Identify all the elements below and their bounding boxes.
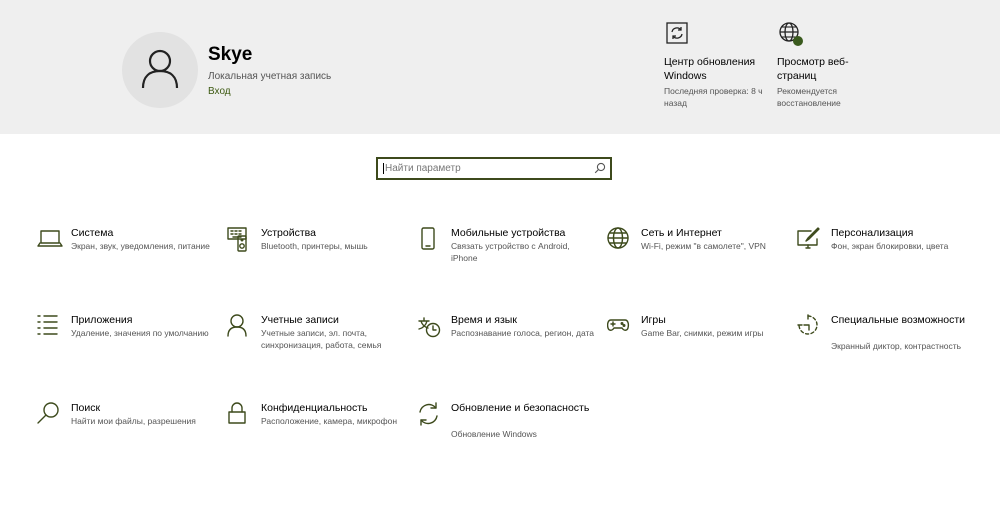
windows-update-status[interactable]	[664, 20, 774, 109]
tile-title: Персонализация	[831, 227, 914, 239]
tile-title: Сеть и Интернет	[641, 227, 722, 239]
tile-title: Учетные записи	[261, 314, 339, 326]
search-icon[interactable]	[594, 162, 606, 174]
gamepad-icon	[607, 314, 633, 340]
tile-title: Конфиденциальность	[261, 402, 368, 414]
tile-description: Расположение, камера, микрофон	[261, 416, 398, 426]
globe-icon	[777, 20, 803, 46]
windows-update-title: Центр обновления Windows	[664, 56, 756, 82]
tile-description: Распознавание голоса, регион, дата	[451, 328, 595, 338]
tile-gaming[interactable]	[607, 314, 787, 354]
phone-icon	[417, 227, 443, 253]
tile-description: Game Bar, снимки, режим игры	[641, 328, 764, 338]
tile-mobile-devices[interactable]	[417, 227, 597, 267]
tile-description: Экранный диктор, контрастность	[831, 341, 962, 351]
web-browsing-status[interactable]	[777, 20, 887, 109]
account-header	[0, 0, 1000, 134]
signin-link[interactable]: Вход	[208, 86, 231, 97]
tile-description: Bluetooth, принтеры, мышь	[261, 241, 368, 251]
lock-icon	[227, 402, 253, 428]
globe-icon	[607, 227, 633, 253]
avatar[interactable]	[122, 32, 198, 108]
tile-title: Устройства	[261, 227, 316, 239]
tile-time-language[interactable]	[417, 314, 597, 354]
tile-description: Экран, звук, уведомления, питание	[71, 241, 210, 251]
tile-description: Учетные записи, эл. почта, синхронизация, работа, семья	[261, 328, 382, 350]
tile-title: Специальные возможности	[831, 314, 966, 326]
search-icon	[37, 402, 63, 428]
tile-title: Приложения	[71, 314, 133, 326]
web-browsing-title: Просмотр веб-страниц	[777, 56, 849, 82]
text-caret	[383, 163, 384, 174]
tile-description: Связать устройство с Android, iPhone	[451, 241, 570, 263]
tile-description: Wi-Fi, режим "в самолете", VPN	[641, 241, 766, 251]
settings-search-box[interactable]	[376, 157, 612, 180]
tile-accessibility[interactable]	[797, 314, 977, 368]
tile-title: Обновление и безопасность	[451, 402, 590, 414]
user-icon	[140, 48, 180, 90]
account-type: Локальная учетная запись	[208, 71, 332, 82]
tile-description: Фон, экран блокировки, цвета	[831, 241, 949, 251]
tile-title: Игры	[641, 314, 666, 326]
laptop-icon	[37, 227, 63, 253]
tile-accounts[interactable]	[227, 314, 407, 354]
tile-network[interactable]	[607, 227, 787, 267]
tile-update-security[interactable]	[417, 402, 597, 442]
search-input[interactable]	[385, 159, 585, 178]
tile-system[interactable]	[37, 227, 217, 267]
personalization-icon	[797, 227, 823, 253]
web-browsing-subtitle: Рекомендуется восстановление	[777, 86, 841, 108]
tile-title: Система	[71, 227, 114, 239]
account-name: Skye	[208, 44, 253, 65]
status-dot-icon	[793, 36, 803, 46]
tile-title: Мобильные устройства	[451, 227, 566, 239]
tile-title: Поиск	[71, 402, 101, 414]
windows-update-icon	[664, 20, 690, 46]
windows-update-subtitle: Последняя проверка: 8 ч назад	[664, 86, 763, 108]
tile-personalization[interactable]	[797, 227, 977, 267]
tile-search[interactable]	[37, 402, 217, 442]
time-language-icon	[417, 314, 443, 340]
accessibility-icon	[797, 314, 823, 340]
tile-title: Время и язык	[451, 314, 517, 326]
person-icon	[227, 314, 253, 340]
tile-description: Найти мои файлы, разрешения	[71, 416, 196, 426]
devices-icon	[227, 227, 253, 253]
update-icon	[417, 402, 443, 428]
tile-apps[interactable]	[37, 314, 217, 354]
tile-devices[interactable]	[227, 227, 407, 267]
apps-list-icon	[37, 314, 63, 340]
tile-privacy[interactable]	[227, 402, 407, 442]
tile-description: Обновление Windows	[451, 429, 537, 439]
tile-description: Удаление, значения по умолчанию	[71, 328, 209, 338]
